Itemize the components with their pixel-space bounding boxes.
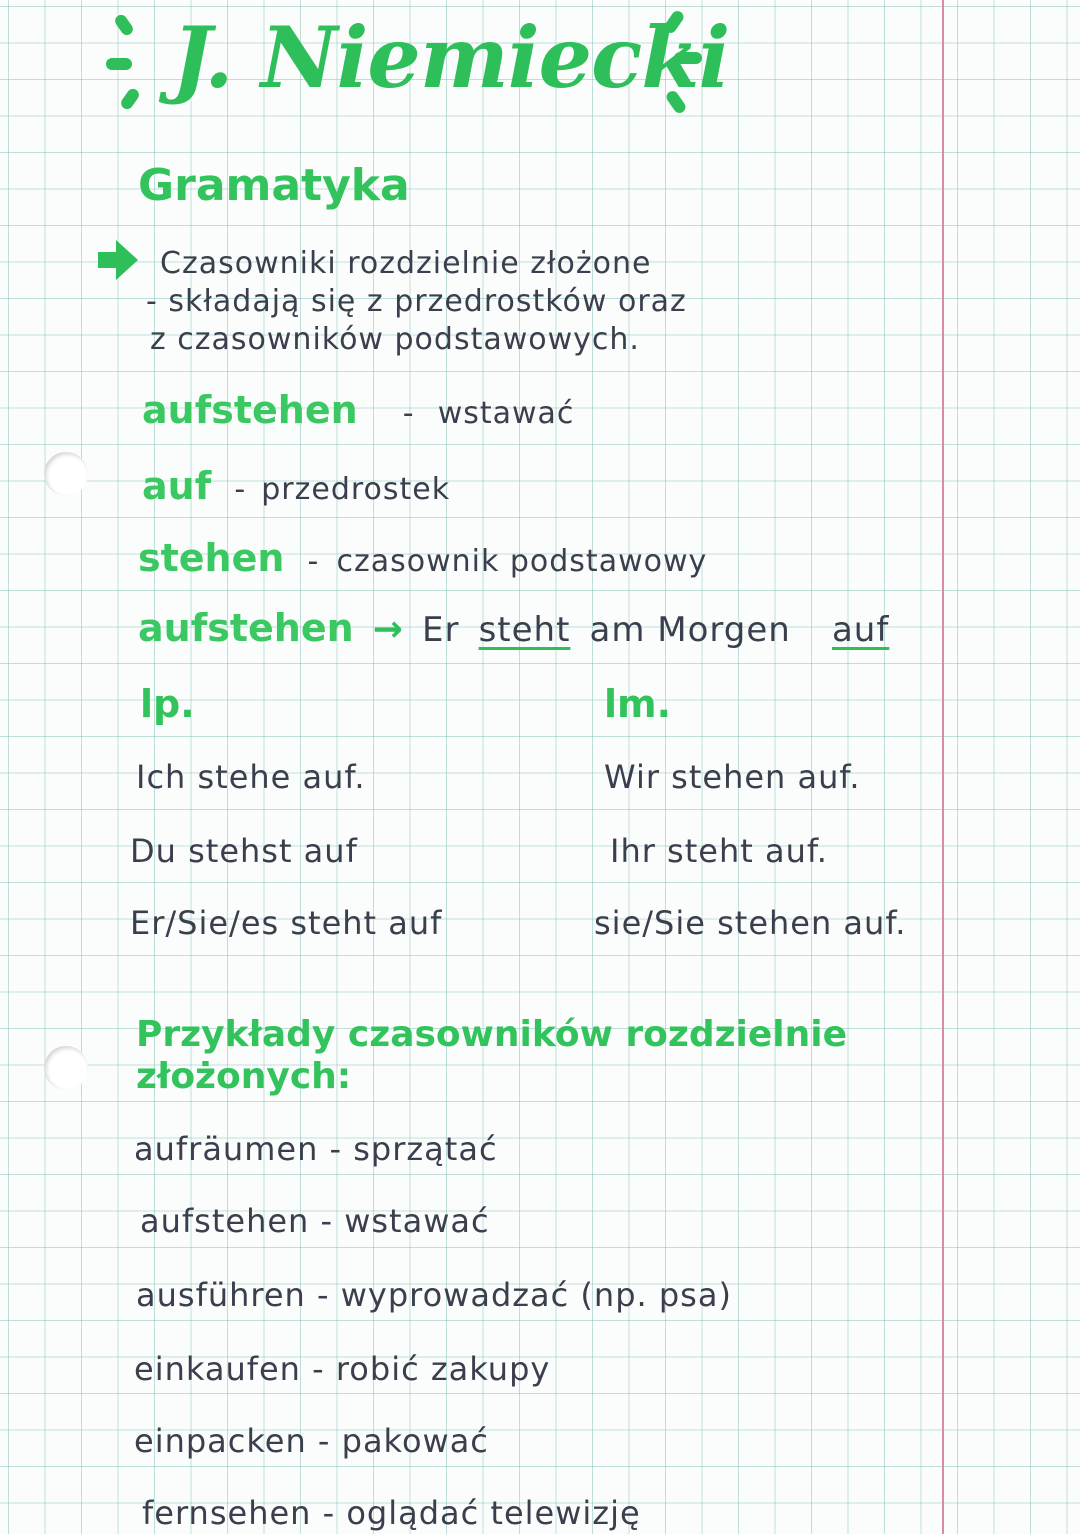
singular-row: Ich stehe auf. — [136, 758, 366, 796]
example-item: ausführen - wyprowadzać (np. psa) — [136, 1276, 732, 1314]
breakdown-word: aufstehen — [142, 388, 358, 432]
example-pl: pakować — [341, 1422, 489, 1460]
examples-heading-line-2: złożonych: — [136, 1056, 352, 1097]
intro-line-2: - składają się z przedrostków oraz — [146, 284, 687, 319]
examples-heading-line-1: Przykłady czasowników rozdzielnie — [136, 1014, 848, 1055]
title-decoration — [113, 13, 135, 38]
binder-hole-top — [44, 452, 88, 496]
example-pl: robić zakupy — [335, 1350, 551, 1388]
intro-line-1: Czasowniki rozdzielnie złożone — [160, 246, 652, 281]
binder-hole-bottom — [44, 1046, 88, 1090]
breakdown-word: auf — [142, 464, 212, 508]
example-de: einpacken — [134, 1422, 307, 1460]
margin-line — [942, 0, 944, 1534]
arrow-bullet-icon — [96, 236, 140, 284]
breakdown-sep: - — [307, 544, 320, 579]
page-title: J. Niemiecki — [172, 8, 730, 107]
example-pl: sprzątać — [353, 1130, 498, 1168]
example-particle: auf — [831, 610, 890, 650]
breakdown-meaning: wstawać — [437, 396, 575, 431]
example-middle: am Morgen — [589, 610, 791, 650]
breakdown-word: stehen — [138, 536, 285, 580]
intro-line-3: z czasowników podstawowych. — [150, 322, 640, 357]
breakdown-row — [138, 536, 707, 580]
example-de: ausführen — [136, 1276, 306, 1314]
example-item: einkaufen - robić zakupy — [134, 1350, 551, 1388]
breakdown-meaning: przedrostek — [261, 472, 451, 507]
example-verb: steht — [478, 610, 571, 650]
breakdown-sep: - — [234, 472, 247, 507]
plural-label: lm. — [604, 682, 672, 726]
title-decoration — [119, 87, 141, 112]
example-pl: oglądać telewizję — [346, 1494, 641, 1532]
singular-row: Er/Sie/es steht auf — [130, 904, 443, 942]
plural-row: Ihr steht auf. — [610, 832, 828, 870]
example-subject: Er — [422, 610, 460, 650]
title-decoration — [106, 58, 132, 70]
example-item: fernsehen - oglądać telewizję — [142, 1494, 641, 1532]
example-de: fernsehen — [142, 1494, 312, 1532]
example-pl: wstawać — [344, 1202, 490, 1240]
section-heading: Gramatyka — [138, 160, 410, 211]
example-pl: wyprowadzać (np. psa) — [340, 1276, 732, 1314]
singular-label: lp. — [140, 682, 195, 726]
breakdown-sep: - — [402, 396, 415, 431]
example-de: einkaufen — [134, 1350, 301, 1388]
example-item: aufräumen - sprzątać — [134, 1130, 498, 1168]
example-arrow-icon: → — [372, 609, 403, 650]
example-de: aufstehen — [140, 1202, 310, 1240]
plural-row: Wir stehen auf. — [604, 758, 861, 796]
plural-row: sie/Sie stehen auf. — [594, 904, 907, 942]
singular-row: Du stehst auf — [130, 832, 358, 870]
breakdown-meaning: czasownik podstawowy — [336, 544, 708, 579]
example-word: aufstehen — [138, 606, 354, 650]
breakdown-row — [142, 464, 450, 508]
breakdown-row — [142, 388, 574, 432]
example-sentence — [138, 606, 889, 650]
example-item: aufstehen - wstawać — [140, 1202, 490, 1240]
example-item: einpacken - pakować — [134, 1422, 489, 1460]
example-de: aufräumen — [134, 1130, 319, 1168]
